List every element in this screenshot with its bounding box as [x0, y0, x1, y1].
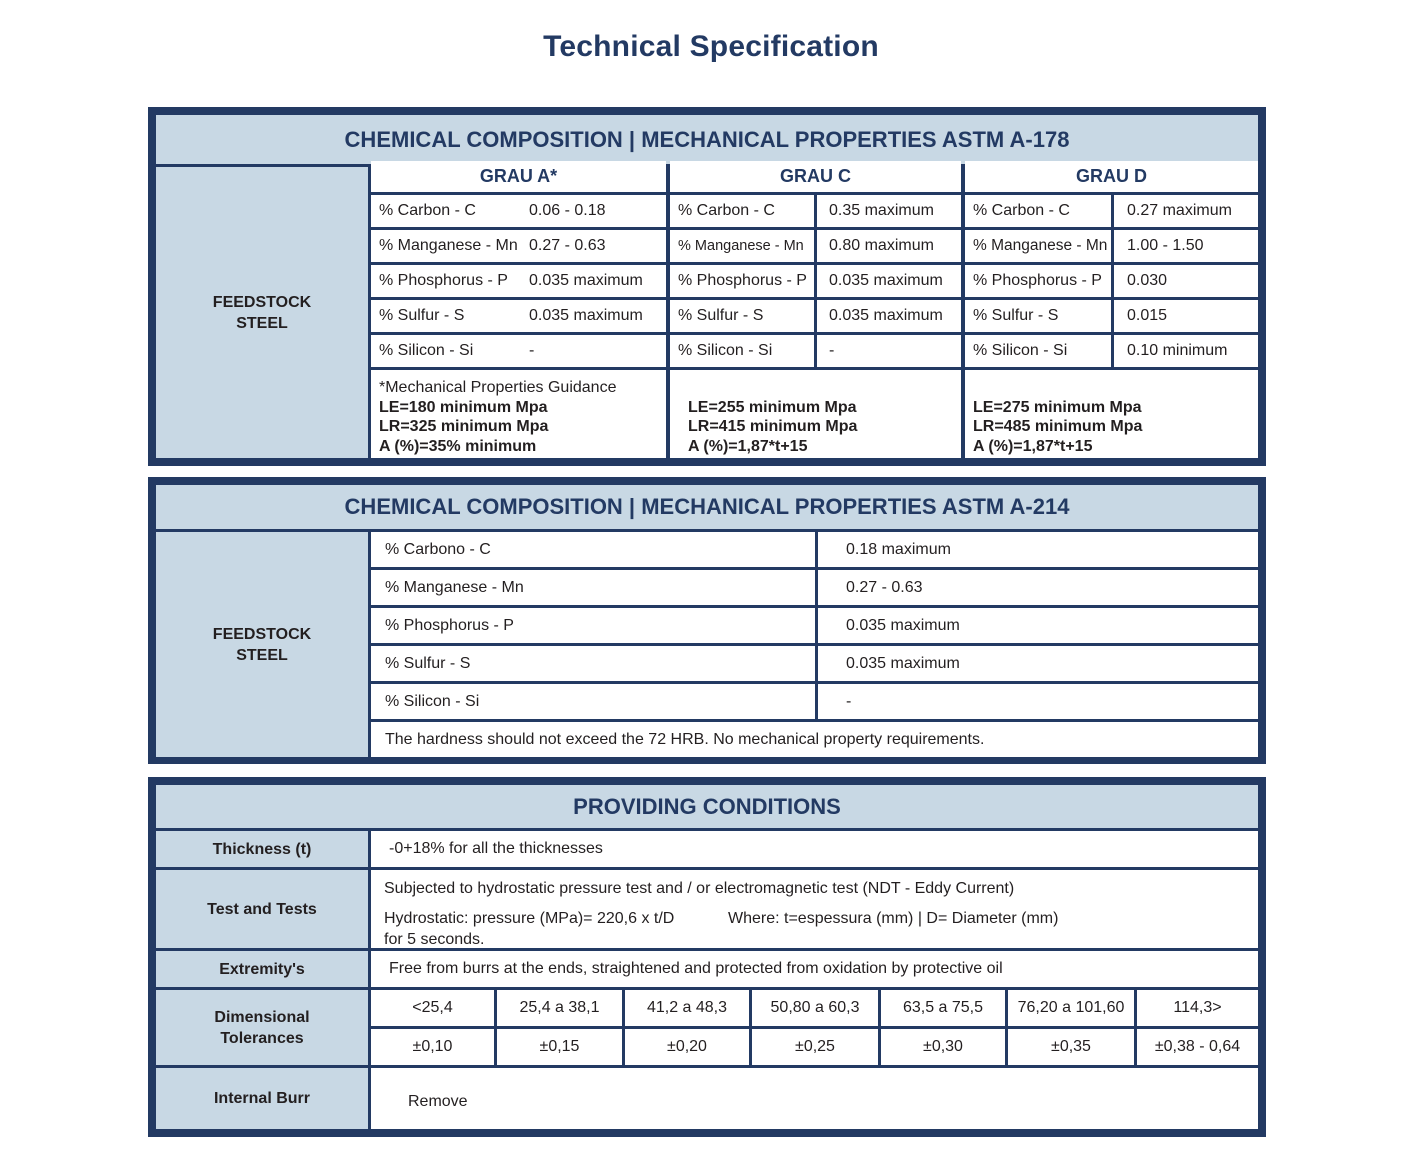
tests-label: Test and Tests [156, 870, 368, 948]
property-label: % Manganese - Mn [379, 237, 518, 254]
internal-burr-label: Internal Burr [156, 1068, 368, 1129]
a214-title: CHEMICAL COMPOSITION | MECHANICAL PROPERTIES ASTM A-214 [156, 485, 1258, 529]
property-value: 0.035 maximum [529, 307, 643, 324]
hardness-note: The hardness should not exceed the 72 HRB. No mechanical property requirements. [371, 722, 1258, 757]
side-label-line-1: FEEDSTOCK [212, 293, 312, 311]
internal-burr-value: Remove [371, 1068, 1258, 1129]
table-row [371, 230, 666, 262]
conditions-title: PROVIDING CONDITIONS [156, 785, 1258, 828]
mechanical-note [688, 378, 961, 398]
property-value: 0.015 [1114, 300, 1258, 332]
dimensional-label-line-2: Tolerances [220, 1029, 304, 1047]
dim-range-cell: 63,5 a 75,5 [881, 990, 1005, 1026]
tests-value [371, 870, 1258, 948]
table-row [371, 335, 666, 367]
property-label: % Carbon - C [379, 202, 476, 219]
formula-legend: Where: t=espessura (mm) | D= Diameter (mm) [728, 910, 1059, 927]
dim-tolerance-cell: ±0,20 [625, 1029, 749, 1065]
side-label-line-1: FEEDSTOCK [212, 625, 312, 643]
tests-line-2 [384, 908, 1258, 929]
thickness-value: -0+18% for all the thicknesses [371, 831, 1258, 867]
property-label: % Phosphorus - P [965, 265, 1111, 297]
dim-tolerance-cell: ±0,10 [371, 1029, 494, 1065]
property-value: 0.18 maximum [818, 532, 1258, 567]
property-value: - [818, 684, 1258, 719]
grade-a-header: GRAU A* [371, 161, 666, 192]
property-label: % Carbono - C [371, 532, 815, 567]
property-label: % Phosphorus - P [670, 265, 814, 297]
mechanical-le: LE=275 minimum Mpa [973, 398, 1142, 416]
grade-d-header: GRAU D [965, 161, 1258, 192]
property-label: % Sulfur - S [670, 300, 814, 332]
extremity-value: Free from burrs at the ends, straightened and protected from oxidation by protective oil [371, 951, 1258, 987]
mechanical-elongation: A (%)=1,87*t+15 [973, 437, 1093, 455]
side-label-line-2: STEEL [236, 314, 288, 332]
property-label: % Manganese - Mn [670, 230, 814, 262]
property-value: 0.035 maximum [817, 300, 961, 332]
property-value: 1.00 - 1.50 [1114, 230, 1258, 262]
property-value: 0.035 maximum [818, 608, 1258, 643]
property-value: 0.27 - 0.63 [529, 237, 606, 254]
mechanical-elongation: A (%)=35% minimum [379, 437, 537, 455]
grade-c-mechanical [670, 370, 961, 458]
a214-table [148, 477, 1266, 764]
dimensional-label-line-1: Dimensional [214, 1008, 310, 1026]
a178-table [148, 107, 1266, 466]
mechanical-lr: LR=485 minimum Mpa [973, 418, 1143, 435]
property-value: 0.35 maximum [817, 195, 961, 227]
property-label: % Manganese - Mn [965, 230, 1111, 262]
mechanical-le: LE=255 minimum Mpa [688, 398, 857, 416]
property-value: 0.27 maximum [1114, 195, 1258, 227]
grade-d-mechanical [965, 370, 1258, 458]
mechanical-note [973, 378, 1258, 398]
property-label: % Manganese - Mn [371, 570, 815, 605]
property-label: % Silicon - Si [670, 335, 814, 367]
dim-tolerance-cell: ±0,30 [881, 1029, 1005, 1065]
side-label-line-2: STEEL [236, 646, 288, 664]
property-label: % Carbon - C [670, 195, 814, 227]
property-label: % Sulfur - S [965, 300, 1111, 332]
table-row [371, 300, 666, 332]
property-label: % Sulfur - S [371, 646, 815, 681]
dim-tolerance-cell: ±0,15 [497, 1029, 622, 1065]
property-label: % Sulfur - S [379, 307, 465, 324]
dimensional-label [156, 990, 368, 1065]
property-value: 0.06 - 0.18 [529, 202, 606, 219]
thickness-label: Thickness (t) [156, 831, 368, 867]
property-value: 0.030 [1114, 265, 1258, 297]
grade-c-header: GRAU C [670, 161, 961, 192]
mechanical-le: LE=180 minimum Mpa [379, 398, 548, 416]
tests-line-3: for 5 seconds. [384, 931, 485, 948]
a214-side-label [156, 532, 368, 757]
property-label: % Phosphorus - P [371, 608, 815, 643]
dim-range-cell: 50,80 a 60,3 [752, 990, 878, 1026]
a178-side-label [156, 167, 368, 458]
grade-a-mechanical [371, 370, 666, 458]
a178-title: CHEMICAL COMPOSITION | MECHANICAL PROPERTIES ASTM A-178 [156, 115, 1258, 164]
dim-range-cell: 114,3> [1137, 990, 1258, 1026]
property-value: 0.27 - 0.63 [818, 570, 1258, 605]
dim-tolerance-cell: ±0,25 [752, 1029, 878, 1065]
property-label: % Silicon - Si [965, 335, 1111, 367]
dim-range-cell: 25,4 a 38,1 [497, 990, 622, 1026]
dim-range-cell: 41,2 a 48,3 [625, 990, 749, 1026]
dim-range-cell: <25,4 [371, 990, 494, 1026]
property-value: - [817, 335, 961, 367]
dim-tolerance-cell: ±0,38 - 0,64 [1137, 1029, 1258, 1065]
conditions-table [148, 777, 1266, 1137]
dim-range-cell: 76,20 a 101,60 [1008, 990, 1134, 1026]
dim-tolerance-cell: ±0,35 [1008, 1029, 1134, 1065]
table-row [371, 195, 666, 227]
mechanical-note: *Mechanical Properties Guidance [379, 379, 617, 396]
property-value: 0.10 minimum [1114, 335, 1258, 367]
page-title: Technical Specification [543, 30, 879, 63]
property-label: % Phosphorus - P [379, 272, 508, 289]
property-label: % Carbon - C [965, 195, 1111, 227]
mechanical-elongation: A (%)=1,87*t+15 [688, 437, 808, 455]
property-value: 0.035 maximum [529, 272, 643, 289]
mechanical-lr: LR=415 minimum Mpa [688, 418, 858, 435]
property-value: 0.035 maximum [817, 265, 961, 297]
table-row [371, 265, 666, 297]
hydrostatic-formula: Hydrostatic: pressure (MPa)= 220,6 x t/D [384, 910, 675, 927]
tests-line-1: Subjected to hydrostatic pressure test and / or electromagnetic test (NDT - Eddy Current) [384, 880, 1015, 897]
extremity-label: Extremity's [156, 951, 368, 987]
property-value: 0.80 maximum [817, 230, 961, 262]
property-label: % Silicon - Si [379, 342, 474, 359]
mechanical-lr: LR=325 minimum Mpa [379, 418, 549, 435]
property-value: - [529, 342, 535, 359]
property-label: % Silicon - Si [371, 684, 815, 719]
property-value: 0.035 maximum [818, 646, 1258, 681]
